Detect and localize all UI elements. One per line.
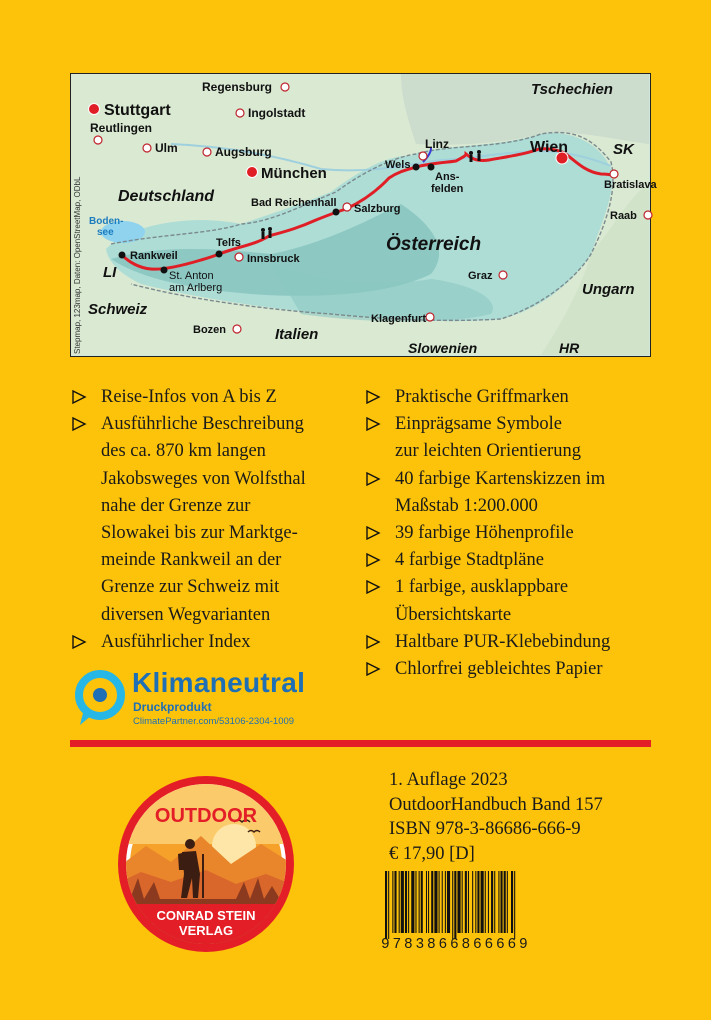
barcode-bar (442, 871, 443, 933)
city-ingolstadt: Ingolstadt (248, 106, 306, 120)
city-klagenfurt: Klagenfurt (371, 313, 426, 325)
barcode-bar (447, 871, 450, 933)
feature-item (366, 547, 666, 574)
barcode-bar (439, 871, 440, 933)
country-slowenien: Slowenien (408, 340, 478, 356)
city-muenchen: München (261, 165, 327, 182)
barcode-bars (381, 871, 649, 941)
outdoor-badge (116, 774, 296, 954)
barcode-bar (475, 871, 476, 933)
feature-line: Übersichtskarte (395, 604, 512, 625)
feature-item (72, 411, 362, 629)
barcode (381, 871, 649, 961)
triangle-bullet-icon (72, 417, 86, 431)
badge-publisher: CONRAD STEIN (156, 908, 256, 923)
feature-item (366, 411, 666, 465)
city-bratislava: Bratislava (604, 179, 657, 191)
city-bozen: Bozen (193, 324, 226, 336)
feature-item (366, 629, 666, 656)
barcode-bar (454, 871, 456, 939)
city-rankweil: Rankweil (130, 250, 178, 262)
city-wien: Wien (530, 139, 569, 156)
feature-item (366, 520, 666, 547)
triangle-bullet-icon (366, 553, 380, 567)
barcode-bar (399, 871, 400, 933)
barcode-bar (488, 871, 489, 933)
feature-line: meinde Rankweil an der (101, 550, 282, 571)
barcode-bar (392, 871, 393, 933)
city-bad-reichenhall: Bad Reichenhall (251, 197, 337, 209)
city-salzburg: Salzburg (354, 203, 401, 215)
barcode-bar (434, 871, 437, 933)
city-raab: Raab (610, 210, 637, 222)
barcode-bar (411, 871, 414, 933)
feature-line: Praktische Griffmarken (395, 387, 569, 407)
feature-line: 1 farbige, ausklappbare (395, 577, 569, 598)
country-oesterreich: Österreich (386, 234, 482, 255)
barcode-bar (428, 871, 429, 933)
barcode-bar (426, 871, 427, 933)
country-deutschland: Deutschland (118, 188, 215, 205)
feature-item (366, 574, 666, 628)
barcode-bar (431, 871, 433, 933)
city-stuttgart: Stuttgart (104, 102, 171, 119)
barcode-bar (511, 871, 513, 933)
feature-item (366, 466, 666, 520)
city-ulm: Ulm (155, 141, 178, 155)
feature-item (366, 384, 666, 411)
barcode-bar (462, 871, 463, 933)
city-st-anton-2: am Arlberg (169, 282, 223, 294)
city-innsbruck: Innsbruck (247, 253, 300, 265)
triangle-bullet-icon (366, 635, 380, 649)
barcode-bar (477, 871, 479, 933)
isbn: ISBN 978-3-86686-666-9 (389, 819, 581, 840)
badge-publisher-2: VERLAG (178, 923, 234, 938)
barcode-bar (468, 871, 469, 933)
feature-line: diversen Wegvarianten (101, 604, 271, 625)
barcode-bar (405, 871, 407, 933)
barcode-bar (457, 871, 460, 933)
feature-line: zur leichten Orientierung (395, 441, 581, 462)
country-sk: SK (613, 141, 634, 158)
barcode-bar (388, 871, 389, 939)
feature-line: Haltbare PUR-Klebebindung (395, 631, 611, 652)
triangle-bullet-icon (366, 390, 380, 404)
barcode-bar (385, 871, 387, 939)
barcode-bar (445, 871, 446, 933)
city-reutlingen: Reutlingen (90, 121, 152, 135)
feature-line: Reise-Infos von A bis Z (101, 387, 277, 407)
triangle-bullet-icon (72, 390, 86, 404)
edition: 1. Auflage 2023 (389, 770, 508, 790)
barcode-bar (465, 871, 467, 933)
feature-line: Slowakei bis zur Marktge- (101, 523, 298, 544)
country-italien: Italien (275, 326, 319, 343)
triangle-bullet-icon (366, 662, 380, 676)
klimaneutral-subtitle: Druckprodukt (133, 700, 212, 714)
barcode-bar (514, 871, 515, 939)
barcode-bar (408, 871, 409, 933)
city-augsburg: Augsburg (215, 145, 272, 159)
barcode-bar (394, 871, 396, 933)
klimaneutral-title: Klimaneutral (132, 667, 306, 698)
feature-line: 39 farbige Höhenprofile (395, 523, 574, 544)
country-schweiz: Schweiz (88, 301, 148, 318)
country-hr: HR (559, 340, 580, 356)
lake-label: Boden- (89, 216, 124, 227)
city-ansfelden-2: felden (431, 183, 464, 195)
feature-line: des ca. 870 km langen (101, 441, 266, 462)
route-map (70, 73, 657, 357)
country-tschechien: Tschechien (531, 81, 613, 98)
country-li: LI (103, 264, 117, 281)
map-svg (71, 74, 657, 356)
features-left-list (72, 384, 362, 656)
barcode-bar (419, 871, 420, 933)
barcode-bar (452, 871, 453, 939)
city-telfs: Telfs (216, 237, 241, 249)
city-ansfelden: Ans- (435, 171, 460, 183)
city-wels: Wels (385, 159, 411, 171)
city-regensburg: Regensburg (202, 80, 273, 94)
barcode-bar (421, 871, 423, 933)
country-ungarn: Ungarn (582, 281, 635, 298)
climatepartner-icon (74, 671, 126, 727)
barcode-bar (401, 871, 404, 933)
features-right-list (366, 384, 666, 683)
publication-info (389, 768, 603, 866)
badge-title: OUTDOOR (154, 805, 258, 827)
feature-item (72, 629, 362, 656)
klimaneutral-logo (74, 667, 354, 731)
barcode-bar (472, 871, 473, 933)
klimaneutral-url: ClimatePartner.com/53106-2304-1009 (133, 716, 295, 727)
triangle-bullet-icon (366, 580, 380, 594)
divider-bar (70, 740, 651, 747)
barcode-bar (494, 871, 495, 933)
feature-line: Jakobsweges von Wolfsthal (101, 468, 306, 489)
feature-line: Ausführlicher Index (101, 631, 251, 652)
feature-line: Ausführliche Beschreibung (101, 414, 304, 435)
barcode-bar (491, 871, 493, 933)
city-linz: Linz (425, 137, 449, 151)
feature-line: Chlorfrei gebleichtes Papier (395, 659, 603, 680)
feature-line: Grenze zur Schweiz mit (101, 577, 280, 598)
feature-item (366, 656, 666, 683)
triangle-bullet-icon (366, 472, 380, 486)
feature-line: Einprägsame Symbole (395, 414, 562, 435)
lake-label-2: see (97, 227, 114, 238)
feature-item (72, 384, 362, 411)
feature-line: Maßstab 1:200.000 (395, 495, 538, 516)
barcode-bar (498, 871, 499, 933)
outdoor-badge-svg (116, 774, 296, 954)
triangle-bullet-icon (366, 526, 380, 540)
barcode-bar (507, 871, 508, 933)
barcode-bar (504, 871, 506, 933)
barcode-bar (501, 871, 503, 933)
city-st-anton: St. Anton (169, 270, 214, 282)
triangle-bullet-icon (72, 635, 86, 649)
barcode-digits: 9783866866669 (381, 937, 531, 953)
series: OutdoorHandbuch Band 157 (389, 794, 603, 815)
barcode-bar (415, 871, 416, 933)
feature-line: nahe der Grenze zur (101, 495, 251, 516)
feature-line: 4 farbige Stadtpläne (395, 550, 544, 571)
map-credit: Stepmap, 123map, Daten: OpenStreetMap, ODbL (73, 176, 82, 354)
barcode-bar (485, 871, 486, 933)
barcode-bar (481, 871, 484, 933)
price: € 17,90 [D] (389, 843, 475, 864)
feature-line: 40 farbige Kartenskizzen im (395, 468, 606, 489)
city-graz: Graz (468, 270, 493, 282)
triangle-bullet-icon (366, 417, 380, 431)
